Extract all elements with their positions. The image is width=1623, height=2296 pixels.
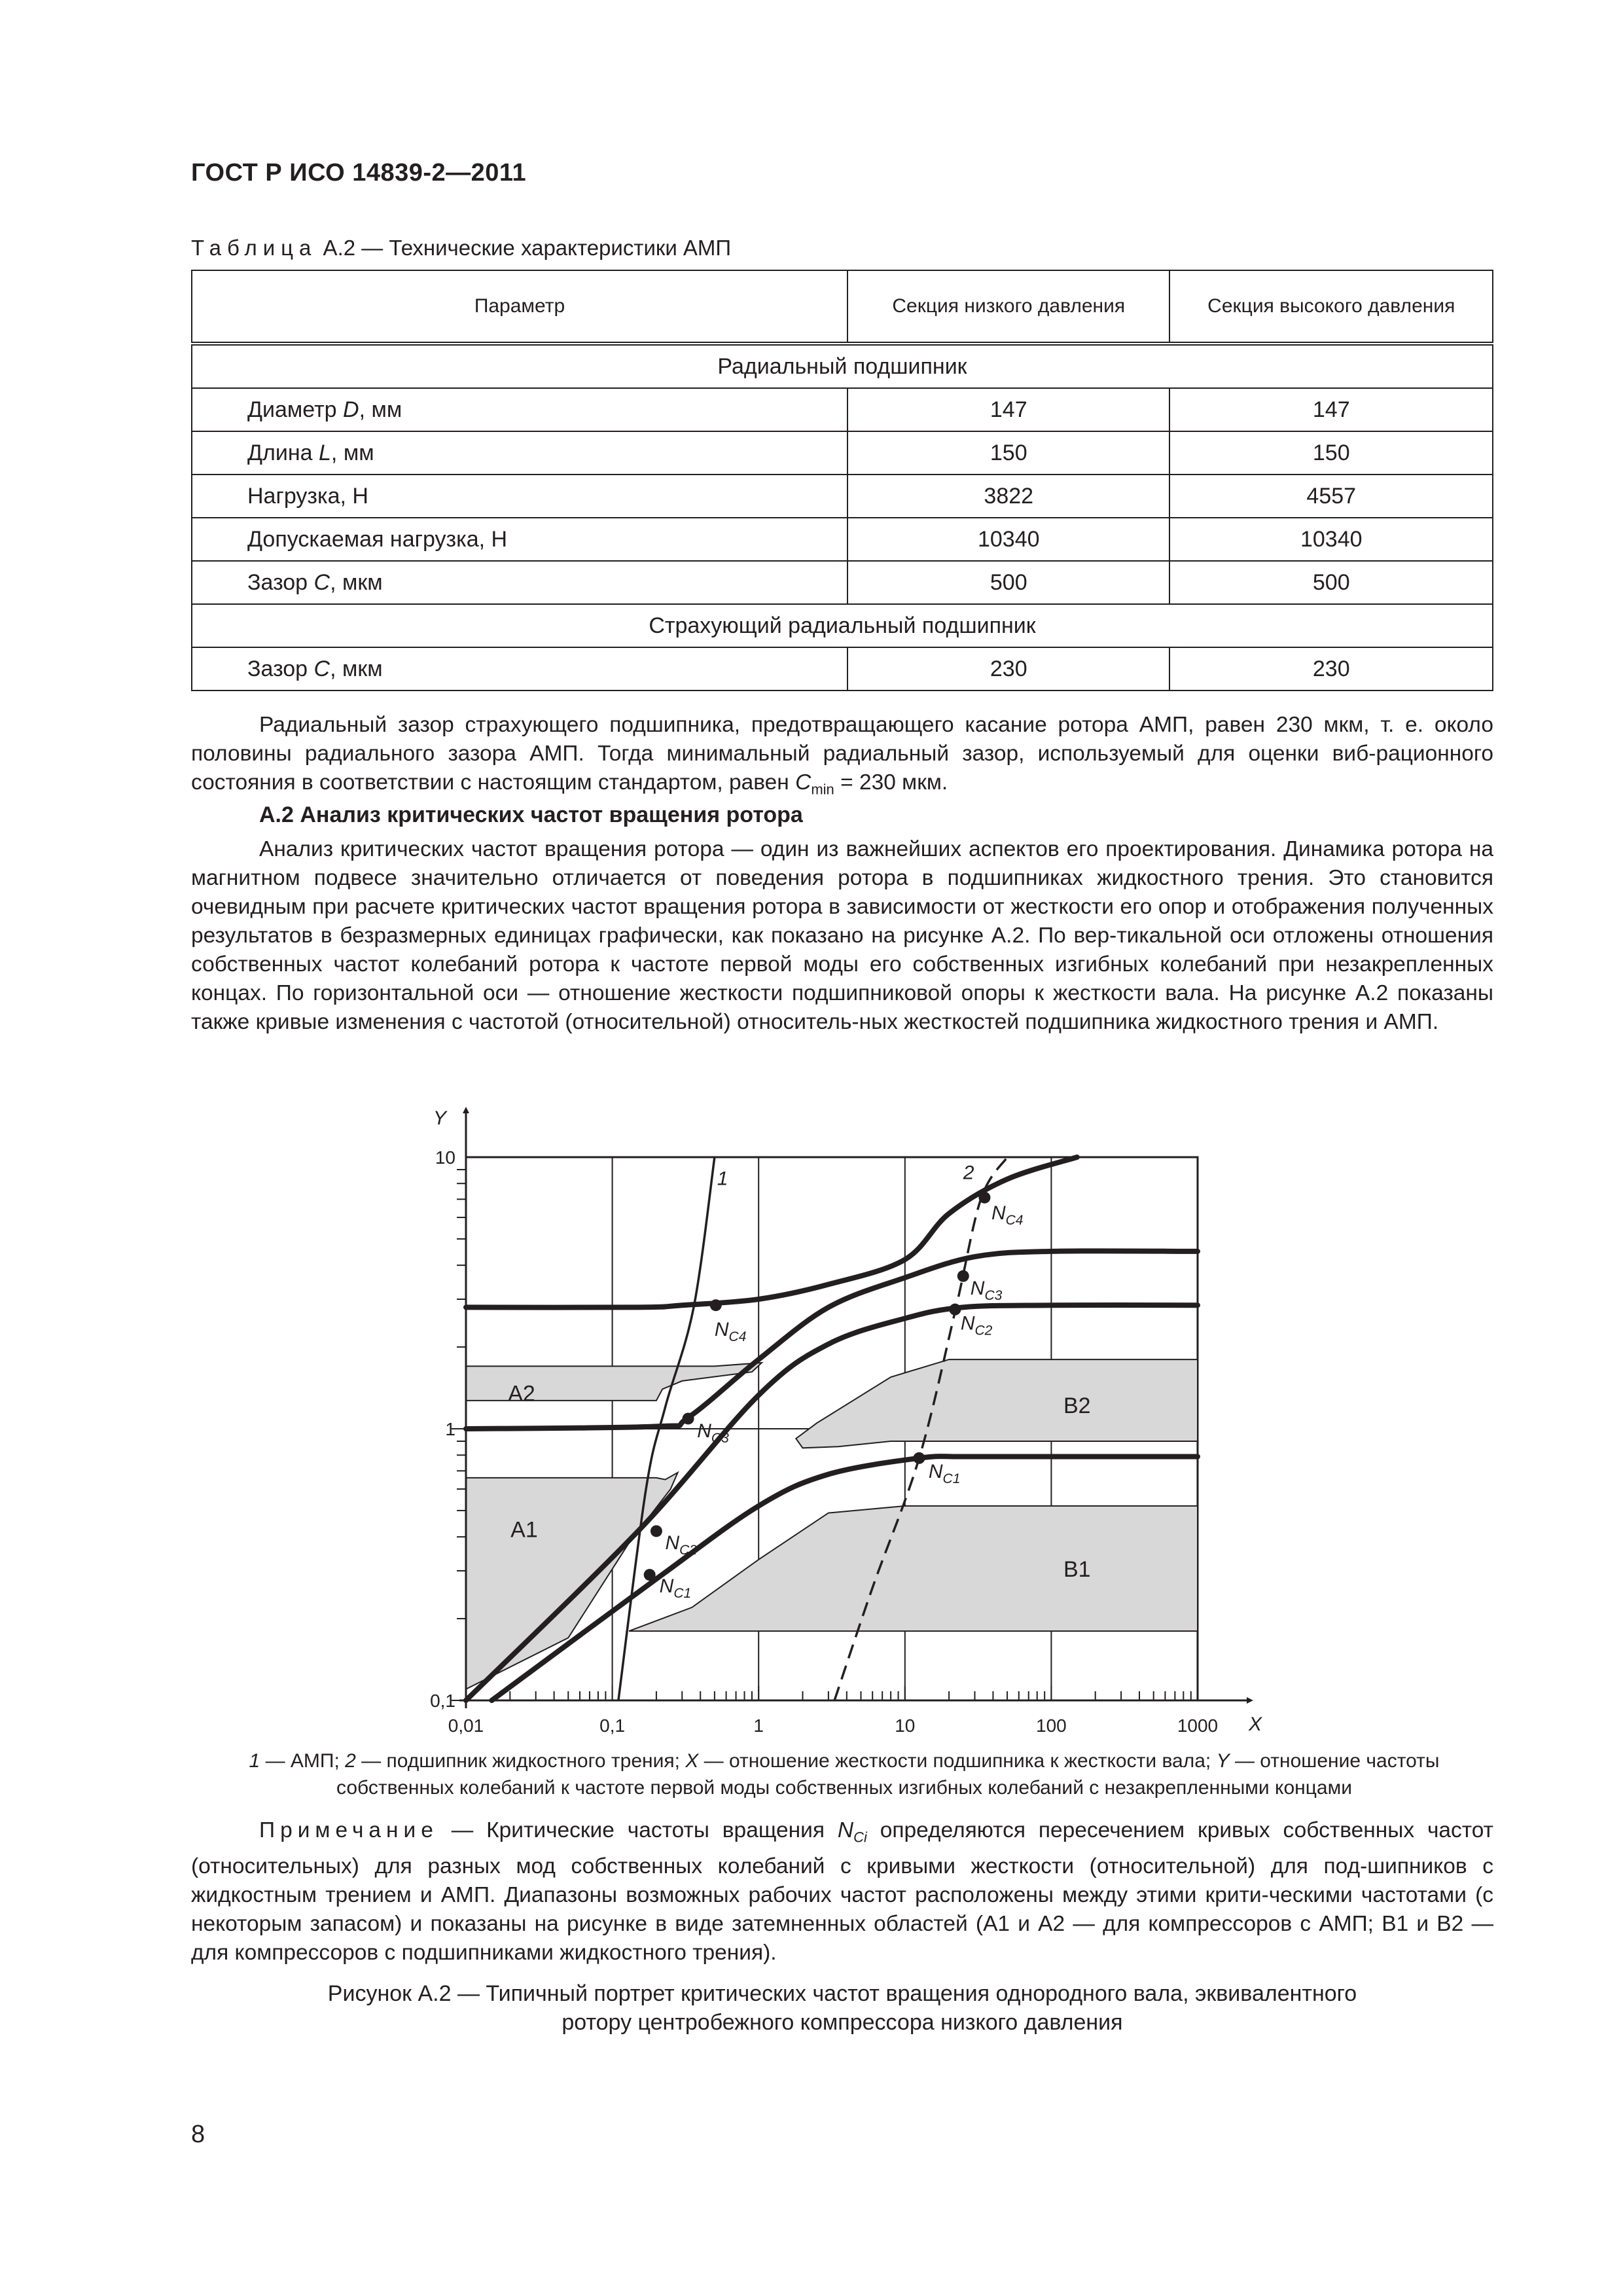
section-heading: Страхующий радиальный подшипник [192, 604, 1493, 647]
legend-part: 2 [345, 1750, 356, 1772]
point-label-sub: C1 [673, 1585, 692, 1601]
column-header: Секция низкого давления [847, 270, 1169, 344]
high-pressure-value: 150 [1169, 431, 1493, 475]
intersection-point [683, 1412, 694, 1424]
figure-legend [223, 1748, 1466, 1801]
figure-caption-line: ротору центробежного компрессора низкого давления [562, 2010, 1123, 2035]
paragraph-tail: = 230 мкм. [834, 770, 948, 795]
nci-symbol: N [837, 1818, 854, 1842]
param-unit: , мкм [330, 656, 383, 681]
region-a1 [466, 1473, 678, 1689]
region-label: A1 [510, 1517, 538, 1543]
high-pressure-value: 147 [1169, 388, 1493, 431]
y-tick-label: 10 [435, 1147, 455, 1168]
point-label-sub: C2 [679, 1543, 698, 1558]
intersection-point [978, 1192, 990, 1204]
region-b1 [629, 1506, 1198, 1631]
x-tick-label: 10 [895, 1715, 916, 1736]
legend-part: — отношение частоты собственных колебаний к частоте первой моды собственных изгибных колебаний с незакрепленными концами [336, 1750, 1440, 1799]
point-label-n: N [714, 1318, 729, 1340]
low-pressure-value: 500 [847, 561, 1169, 604]
column-header: Секция высокого давления [1169, 270, 1493, 344]
point-label [991, 1202, 1024, 1228]
point-label-sub: C1 [942, 1471, 961, 1486]
intersection-point [710, 1299, 722, 1311]
low-pressure-value: 150 [847, 431, 1169, 475]
nci-subscript: Ci [853, 1829, 867, 1846]
high-pressure-value: 4557 [1169, 475, 1493, 518]
point-label [665, 1532, 697, 1558]
curve-label: 2 [963, 1162, 974, 1184]
point-label-sub: C3 [984, 1287, 1003, 1303]
point-label-sub: C2 [974, 1323, 993, 1338]
point-label [660, 1575, 692, 1601]
y-tick-label: 0,1 [430, 1691, 455, 1711]
point-label-n: N [659, 1575, 674, 1597]
cmin-symbol: C [795, 770, 812, 795]
param-name: Длина [247, 440, 319, 465]
param-name: Зазор [247, 656, 314, 681]
note-text: определяются пересечением кривых собственных частот (относительных) для разных мод собственных колебаний с кривыми жесткости (относительной) для под-шипников с жидкостным трением и АМП. Диапазоны возможных рабочих частот расположены между этими крити-ческими частотами (с некоторым запасом) и показаны на рисунке в виде затемненных областей (А1 и А2 — для компрессоров с АМП; В1 и В2 — для компрессоров с подшипниками жидкостного трения). [191, 1818, 1493, 1965]
point-label-sub: C3 [711, 1431, 729, 1446]
intersection-point [644, 1569, 656, 1581]
section-title: А.2 Анализ критических частот вращения ротора [259, 802, 803, 827]
section-heading: Радиальный подшипник [192, 344, 1493, 388]
param-name: Зазор [247, 569, 314, 595]
x-tick-label: 0,1 [599, 1715, 626, 1736]
figure-caption-line: Рисунок А.2 — Типичный портрет критических частот вращения однородного вала, эквивалентного [327, 1981, 1357, 2006]
point-label [697, 1420, 729, 1446]
paragraph-text: Радиальный зазор страхующего подшипника, предотвращающего касание ротора АМП, равен 230 мкм, т. е. около половины радиального зазора АМП. Тогда минимальный радиальный зазор, используемый для оценки виб-рационного состояния в соответствии с настоящим стандартом, равен [191, 713, 1493, 795]
point-label [971, 1278, 1003, 1303]
x-tick-label: 1 [753, 1715, 764, 1736]
table-caption-text: А.2 — Технические характеристики АМП [317, 236, 732, 260]
param-var: C [313, 656, 330, 681]
param-name: Диаметр [247, 397, 344, 422]
legend-part: X [685, 1750, 699, 1772]
high-pressure-value: 10340 [1169, 518, 1493, 561]
x-axis-label: X [1249, 1713, 1262, 1735]
intersection-point [949, 1304, 961, 1316]
figure-caption [191, 1979, 1493, 2037]
mode-curve [466, 1157, 1077, 1308]
point-label-n: N [970, 1277, 985, 1299]
y-axis-label: Y [433, 1107, 447, 1129]
intersection-point [651, 1525, 662, 1537]
param-name: Допускаемая нагрузка, Н [247, 526, 508, 552]
param-var: L [319, 440, 331, 465]
intersection-point [957, 1270, 969, 1282]
high-pressure-value: 500 [1169, 561, 1493, 604]
point-label-sub: C4 [1005, 1213, 1024, 1229]
param-var: C [313, 569, 330, 595]
low-pressure-value: 3822 [847, 475, 1169, 518]
x-tick-label: 1000 [1177, 1715, 1219, 1736]
legend-part: — отношение жесткости подшипника к жесткости вала; [698, 1750, 1217, 1772]
low-pressure-value: 230 [847, 647, 1169, 691]
note-text: — Критические частоты вращения [438, 1818, 838, 1842]
curve-label: 1 [717, 1168, 728, 1190]
param-unit: , мм [359, 397, 402, 422]
point-label [961, 1312, 993, 1338]
low-pressure-value: 10340 [847, 518, 1169, 561]
legend-part: Y [1216, 1750, 1230, 1772]
x-tick-label: 0,01 [448, 1715, 484, 1736]
column-header: Параметр [192, 270, 847, 344]
legend-part: — подшипник жидкостного трения; [355, 1750, 686, 1772]
cmin-subscript: min [811, 781, 834, 798]
legend-part: — АМП; [260, 1750, 346, 1772]
note-prefix: Примечание [259, 1818, 438, 1842]
intersection-point [913, 1452, 925, 1464]
low-pressure-value: 147 [847, 388, 1169, 431]
point-label-n: N [960, 1312, 975, 1335]
region-label: A2 [508, 1381, 535, 1407]
param-unit: , мкм [330, 569, 383, 595]
point-label [715, 1319, 747, 1344]
page-number: 8 [191, 2121, 205, 2148]
point-label-sub: C4 [728, 1329, 747, 1344]
param-var: D [343, 397, 359, 422]
figure-note [191, 1816, 1493, 1967]
point-label-n: N [991, 1202, 1006, 1225]
param-name: Нагрузка, Н [247, 483, 368, 509]
region-label: B2 [1063, 1393, 1091, 1419]
region-label: B1 [1063, 1556, 1091, 1582]
point-label-n: N [697, 1420, 711, 1443]
region-b2 [796, 1359, 1198, 1448]
point-label-n: N [928, 1460, 943, 1482]
point-label-n: N [665, 1532, 680, 1554]
y-tick-label: 1 [445, 1419, 455, 1439]
param-unit: , мм [330, 440, 374, 465]
high-pressure-value: 230 [1169, 647, 1493, 691]
paragraph-text: Анализ критических частот вращения ротора — один из важнейших аспектов его проектирования. Динамика ротора на магнитном подвесе значительно отличается от поведения ротора в подшипниках жидкостного трения. Это становится очевидным при расчете критических частот вращения ротора в зависимости от жесткости его опор и отображения полученных результатов в безразмерных единицах графически, как показано на рисунке А.2. По вер-тикальной оси отложены отношения собственных частот колебаний ротора к частоте первой моды его собственных изгибных колебаний при незакрепленных концах. По горизонтальной оси — отношение жесткости подшипниковой опоры к жесткости вала. На рисунке А.2 показаны также кривые изменения с частотой (относительной) относитель-ных жесткостей подшипника жидкостного трения и АМП. [191, 837, 1493, 1034]
legend-part: 1 [249, 1750, 260, 1772]
document-header: ГОСТ Р ИСО 14839-2—2011 [191, 159, 527, 187]
point-label [929, 1461, 961, 1486]
x-tick-label: 100 [1036, 1715, 1067, 1736]
table-caption-prefix: Таблица [191, 236, 317, 260]
